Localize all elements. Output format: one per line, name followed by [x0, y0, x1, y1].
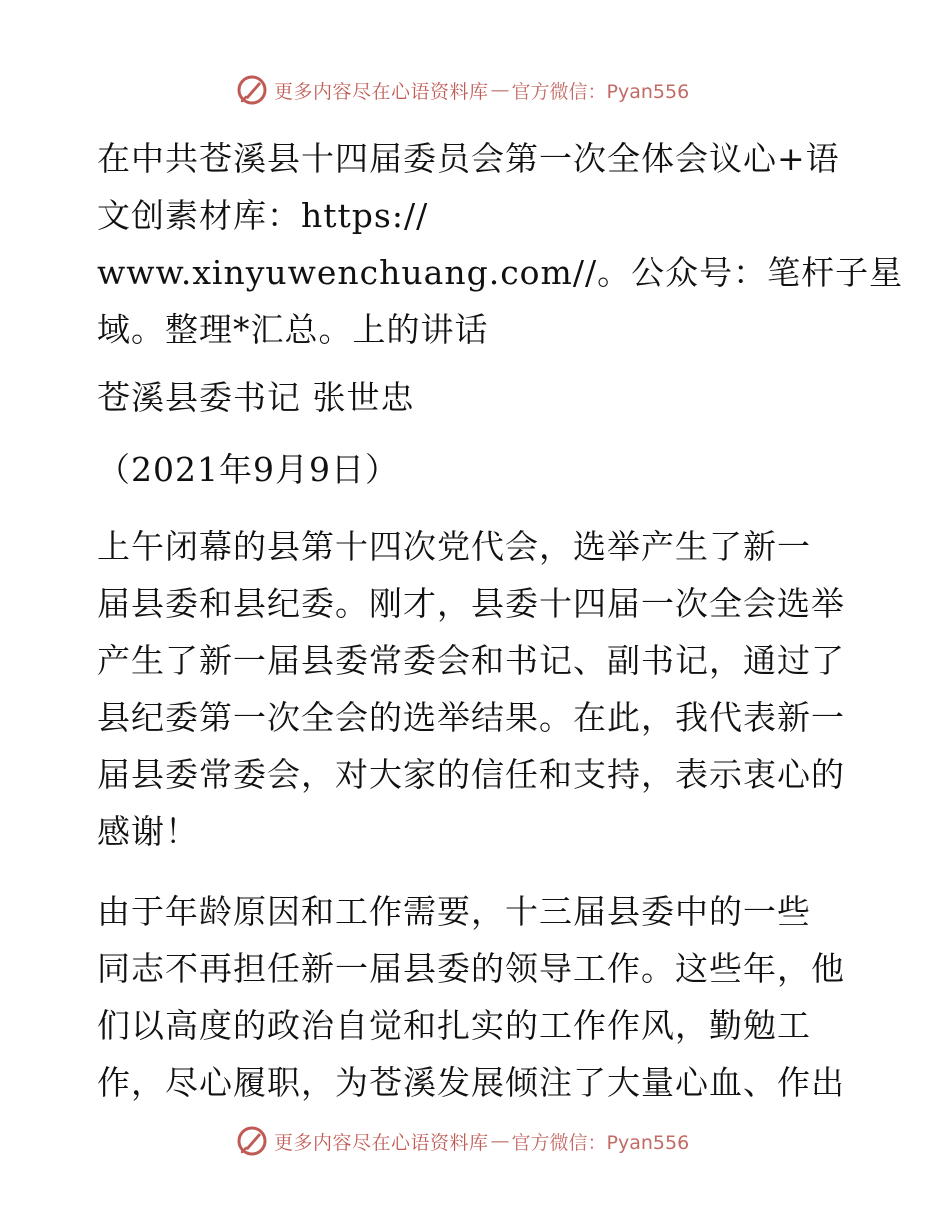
- title-line: 域。整理*汇总。上的讲话: [97, 310, 489, 349]
- watermark-contact-text: 官方微信：Pyan556: [511, 80, 690, 103]
- paragraph-line: 由于年龄原因和工作需要，十三届县委中的一些: [97, 892, 811, 931]
- paragraph-line: 同志不再担任新一届县委的领导工作。这些年，他: [97, 949, 845, 988]
- paragraph-line: 届县委常委会，对大家的信任和支持，表示衷心的: [97, 755, 845, 794]
- quill-pen-circle-icon: [236, 1125, 268, 1157]
- paragraph-line: 作，尽心履职，为苍溪发展倾注了大量心血、作出: [97, 1063, 845, 1102]
- document-title: [97, 130, 904, 358]
- speaker-line: [97, 369, 857, 426]
- watermark-contact-text: 官方微信：Pyan556: [511, 1131, 690, 1154]
- watermark-header: [236, 73, 689, 107]
- paragraph-line: 们以高度的政治自觉和扎实的工作作风，勤勉工: [97, 1006, 811, 1045]
- speaker-text: 苍溪县委书记 张世忠: [97, 378, 415, 417]
- title-line: www.xinyuwenchuang.com//。公众号：笔杆子星: [97, 253, 904, 292]
- watermark-footer: [236, 1124, 689, 1158]
- paragraph-line: 感谢！: [97, 812, 199, 851]
- paragraph-1: [97, 518, 857, 860]
- watermark-separator: —: [490, 1130, 510, 1152]
- watermark-brand-text: 更多内容尽在心语资料库: [274, 1131, 489, 1154]
- date-text: （2021年9月9日）: [97, 450, 399, 489]
- paragraph-2: [97, 883, 857, 1111]
- date-line: [97, 441, 857, 498]
- title-line: 文创素材库：https://: [97, 196, 429, 235]
- watermark-brand-text: 更多内容尽在心语资料库: [274, 80, 489, 103]
- paragraph-line: 县纪委第一次全会的选举结果。在此，我代表新一: [97, 698, 845, 737]
- paragraph-line: 届县委和县纪委。刚才，县委十四届一次全会选举: [97, 584, 845, 623]
- title-line: 在中共苍溪县十四届委员会第一次全体会议心+语: [97, 139, 840, 178]
- quill-pen-circle-icon: [236, 74, 268, 106]
- watermark-separator: —: [490, 79, 510, 101]
- paragraph-line: 产生了新一届县委常委会和书记、副书记，通过了: [97, 641, 845, 680]
- paragraph-line: 上午闭幕的县第十四次党代会，选举产生了新一: [97, 527, 811, 566]
